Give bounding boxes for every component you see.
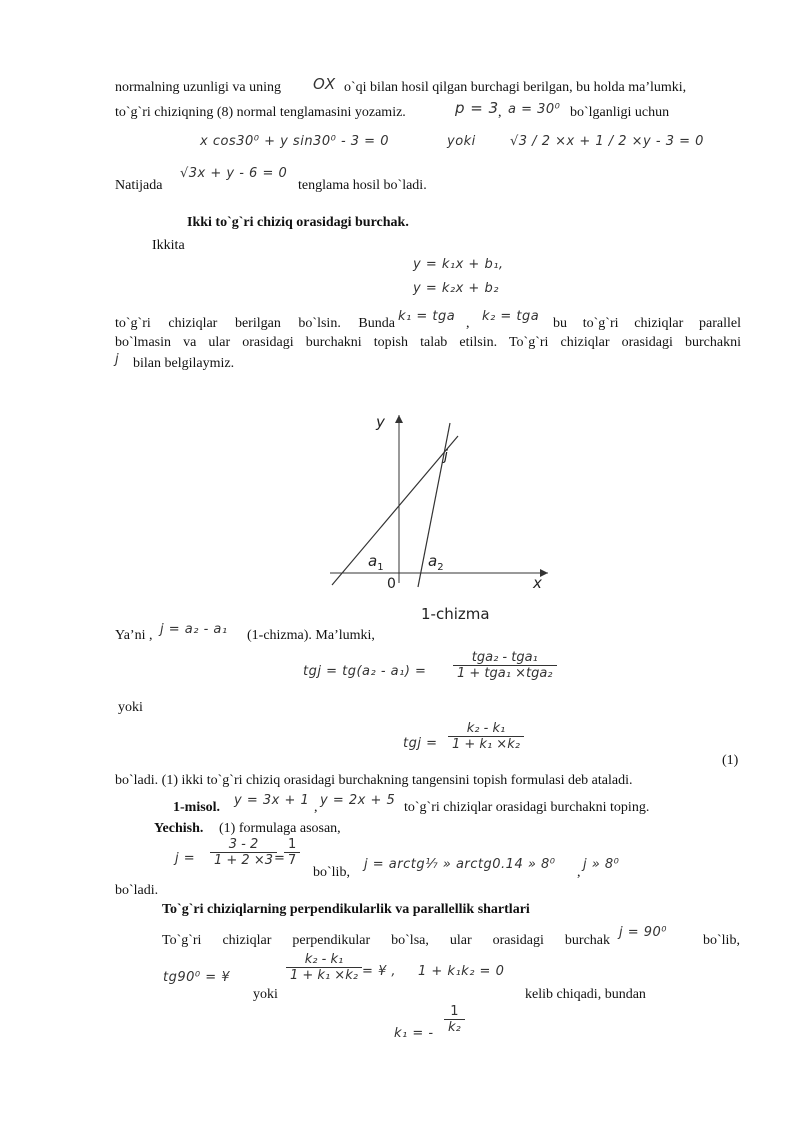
text-fragment: bo`ladi. — [115, 883, 159, 898]
math-phi: j = — [175, 851, 196, 866]
text-fragment: , — [466, 316, 470, 331]
line-equation-2: y = k₂x + b₂ — [413, 281, 499, 296]
math-equals: = — [274, 851, 286, 866]
example-label: 1-misol. — [173, 800, 221, 815]
math-right-angle: j = 90⁰ — [619, 925, 668, 940]
math-ox: OX — [313, 75, 336, 93]
numerator: k₂ - k₁ — [466, 721, 506, 736]
math-k1: k₁ = - — [394, 1026, 434, 1041]
math-perpendicular-condition: 1 + k₁k₂ = 0 — [418, 964, 505, 979]
text-line — [115, 80, 281, 97]
math-result: j » 8⁰ — [583, 857, 620, 872]
denominator: 1 + k₁ ×k₂ — [290, 968, 358, 983]
equation-result: √3x + y - 6 = 0 — [180, 166, 288, 181]
alpha2-sub: 2 — [437, 562, 444, 573]
line-equation-1: y = k₁x + b₁, — [413, 257, 504, 272]
fraction — [453, 650, 557, 681]
alpha2-symbol: a — [428, 552, 438, 570]
denominator: 7 — [288, 853, 297, 868]
text-fragment: to`g`ri chiziqlar orasidagi burchakni toping. — [404, 800, 650, 815]
section-heading: To`g`ri chiziqlarning perpendikularlik va parallellik shartlari — [162, 902, 530, 917]
equation-number: (1) — [722, 753, 739, 768]
alpha1-label — [368, 552, 384, 573]
text-fragment: bu to`g`ri chiziqlar parallel — [553, 316, 741, 331]
equation-tg: tgj = tg(a₂ - a₁) = — [303, 664, 427, 679]
denominator: 1 + k₁ ×k₂ — [452, 737, 520, 752]
text-fragment: tenglama hosil bo`ladi. — [298, 178, 427, 193]
phi-label: j — [444, 448, 448, 464]
text-fragment: to`g`ri chiziqlar berilgan bo`lsin. Bunda — [115, 316, 395, 331]
text-fragment: To`g`ri chiziqlar perpendikular bo`lsa, ular orasidagi burchak — [162, 933, 610, 948]
text-fragment: kelib chiqadi, bundan — [525, 987, 646, 1002]
math-p: p = 3 — [455, 99, 499, 117]
math-tg90: tg90⁰ = ¥ — [163, 970, 231, 985]
numerator: tga₂ - tga₁ — [471, 650, 538, 665]
figure-1 — [320, 405, 560, 635]
alpha1-sub: 1 — [377, 562, 384, 573]
text-fragment: Natijada — [115, 178, 163, 193]
text-fragment: to`g`ri chiziqning (8) normal tenglamasini yozamiz. — [115, 105, 406, 120]
text-fragment: , — [314, 800, 318, 815]
text-fragment: Ikkita — [152, 238, 185, 253]
text-fragment: , — [577, 865, 581, 880]
math-k1: k₁ = tga — [398, 309, 456, 324]
math-arctg: j = arctg⅐ » arctg0.14 » 8⁰ — [364, 857, 556, 872]
text-fragment: bo`lganligi uchun — [570, 105, 670, 120]
text-fragment: normalning uzunligi va uning — [115, 80, 282, 95]
alpha2-label — [428, 552, 444, 573]
origin-label: 0 — [387, 576, 396, 592]
fraction — [444, 1004, 465, 1035]
text-fragment: o`qi bilan hosil qilgan burchagi berilgan, bu holda ma’lumki, — [344, 80, 687, 95]
text-line: bo`lmasin va ular orasidagi burchakni topish talab etilsin. To`g`ri chiziqlar orasidagi burchakni — [115, 335, 741, 350]
denominator: 1 + tga₁ ×tga₂ — [457, 666, 553, 681]
equation-yoki: yoki — [447, 134, 476, 149]
fraction — [448, 721, 524, 752]
math-phi-def: j = a₂ - a₁ — [160, 622, 228, 637]
solution-label: Yechish. — [154, 821, 204, 836]
text-fragment: bilan belgilaymiz. — [133, 356, 235, 371]
alpha1-symbol: a — [368, 552, 378, 570]
text-fragment: Ya’ni , — [115, 628, 153, 643]
math-line-2: y = 2x + 5 — [320, 793, 396, 808]
math-alpha: a = 30⁰ — [508, 102, 561, 117]
numerator: 1 — [450, 1004, 459, 1019]
text-fragment: , — [498, 105, 502, 120]
math-phi: j — [115, 352, 120, 367]
math-infinity: = ¥ , — [362, 964, 397, 979]
fraction — [210, 837, 277, 868]
y-label: y — [376, 413, 385, 431]
fraction — [286, 952, 362, 983]
section-heading: Ikki to`g`ri chiziq orasidagi burchak. — [187, 215, 409, 230]
text-fragment: bo`lib, — [313, 865, 350, 880]
numerator: 1 — [288, 837, 297, 852]
math-line-1: y = 3x + 1 — [234, 793, 310, 808]
text-fragment: (1-chizma). Ma’lumki, — [247, 628, 375, 643]
x-label: x — [533, 574, 542, 592]
equation-right: √3 / 2 ×x + 1 / 2 ×y - 3 = 0 — [510, 134, 704, 149]
text-line: bo`ladi. (1) ikki to`g`ri chiziq orasidagi burchakning tangensini topish formulasi deb ataladi. — [115, 773, 633, 788]
fraction — [284, 837, 300, 868]
equation-tg-k: tgj = — [403, 736, 438, 751]
numerator: 3 - 2 — [228, 837, 259, 852]
equation-left: x cos30⁰ + y sin30⁰ - 3 = 0 — [200, 134, 389, 149]
math-k2: k₂ = tga — [482, 309, 540, 324]
denominator: 1 + 2 ×3 — [214, 853, 273, 868]
text-fragment: (1) formulaga asosan, — [219, 821, 341, 836]
text-fragment: yoki — [253, 987, 278, 1002]
figure-caption: 1-chizma — [421, 605, 490, 623]
numerator: k₂ - k₁ — [304, 952, 344, 967]
text-fragment: yoki — [118, 700, 143, 715]
text-fragment: bo`lib, — [703, 933, 740, 948]
denominator: k₂ — [448, 1020, 461, 1035]
